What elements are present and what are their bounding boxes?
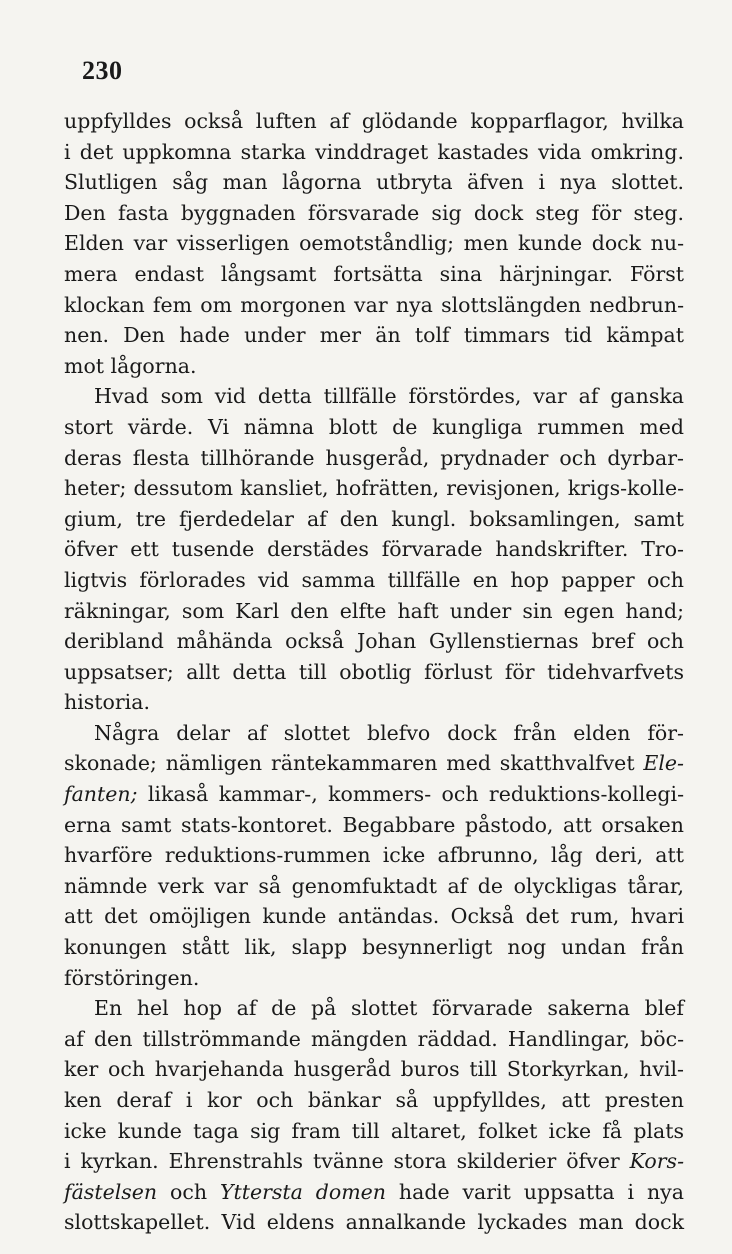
text-line: ker och hvarjehanda husgeråd buros till Storkyrkan, hvil-: [64, 1057, 684, 1082]
text-line: uppfylldes också luften af glödande kopparflagor, hvilka: [64, 109, 684, 133]
text-line: erna samt stats-kontoret. Begabbare påstodo, att orsaken: [64, 812, 684, 837]
text-line: uppsatser; allt detta till obotlig förlust för tidehvarfvets: [64, 659, 684, 684]
page-number: 230: [82, 56, 123, 85]
text-line: stort värde. Vi nämna blott de kungliga rummen med: [64, 414, 684, 439]
text-line: historia.: [64, 690, 150, 715]
text-line: hvarföre reduktions-rummen icke afbrunno, låg deri, att: [64, 843, 684, 868]
text-line: i det uppkomna starka vinddraget kastades vida omkring.: [64, 139, 684, 164]
text-line: mera endast långsamt fortsätta sina härjningar. Först: [64, 261, 684, 286]
text-line: icke kunde taga sig fram till altaret, folket icke få plats: [64, 1118, 684, 1143]
text-line: deras flesta tillhörande husgeråd, prydnader och dyrbar-: [64, 445, 684, 470]
text-line: fanten; likaså kammar-, kommers- och reduktions-kollegi-: [64, 782, 684, 807]
text-line: mot lågorna.: [64, 353, 197, 378]
text-line: ken deraf i kor och bänkar så uppfylldes, att presten: [64, 1088, 684, 1112]
text-line: Den fasta byggnaden försvarade sig dock steg för steg.: [64, 200, 684, 225]
text-line: nen. Den hade under mer än tolf timmars tid kämpat: [64, 323, 684, 348]
text-line: räkningar, som Karl den elfte haft under sin egen hand;: [64, 598, 684, 623]
text-line: öfver ett tusende derstädes förvarade handskrifter. Tro-: [64, 537, 684, 562]
text-line: heter; dessutom kansliet, hofrätten, revisjonen, krigs-kolle-: [64, 476, 684, 501]
text-line: förstöringen.: [64, 965, 200, 990]
paragraph-start-line: En hel hop af de på slottet förvarade sakerna blef: [94, 996, 684, 1021]
italic-title: fanten;: [64, 782, 138, 807]
text-line: i kyrkan. Ehrenstrahls tvänne stora skilderier öfver Kors-: [64, 1149, 684, 1174]
text-line: deribland måhända också Johan Gyllenstiernas bref och: [64, 629, 684, 654]
text-line: att det omöjligen kunde antändas. Också det rum, hvari: [64, 904, 684, 929]
text-line: Elden var visserligen oemotståndlig; men kunde dock nu-: [64, 231, 684, 256]
text-line: ligtvis förlorades vid samma tillfälle en hop papper och: [64, 567, 684, 592]
text-line: nämnde verk var så genomfuktadt af de olyckligas tårar,: [64, 873, 684, 898]
text-line: af den tillströmmande mängden räddad. Handlingar, böc-: [64, 1026, 684, 1051]
text-line: gium, tre fjerdedelar af den kungl. boksamlingen, samt: [64, 506, 684, 531]
body-text: [64, 106, 684, 1238]
text-line: slottskapellet. Vid eldens annalkande lyckades man dock: [64, 1210, 684, 1235]
italic-title: Ele-: [643, 751, 684, 776]
italic-title: Yttersta domen: [219, 1179, 386, 1204]
text-line: Slutligen såg man lågorna utbryta äfven i nya slottet.: [64, 170, 684, 195]
paragraph-start-line: Hvad som vid detta tillfälle förstördes, var af ganska: [94, 384, 684, 409]
italic-title: Kors-: [629, 1149, 684, 1174]
paragraph-start-line: Några delar af slottet blefvo dock från elden för-: [94, 720, 684, 745]
text-line: fästelsen och Yttersta domen hade varit uppsatta i nya: [64, 1179, 684, 1204]
italic-title: fästelsen: [64, 1179, 158, 1204]
text-line: klockan fem om morgonen var nya slottslängden nedbrun-: [64, 292, 684, 317]
text-line: konungen stått lik, slapp besynnerligt nog undan från: [64, 935, 684, 960]
text-line: skonade; nämligen räntekammaren med skatthvalfvet Ele-: [64, 751, 684, 776]
